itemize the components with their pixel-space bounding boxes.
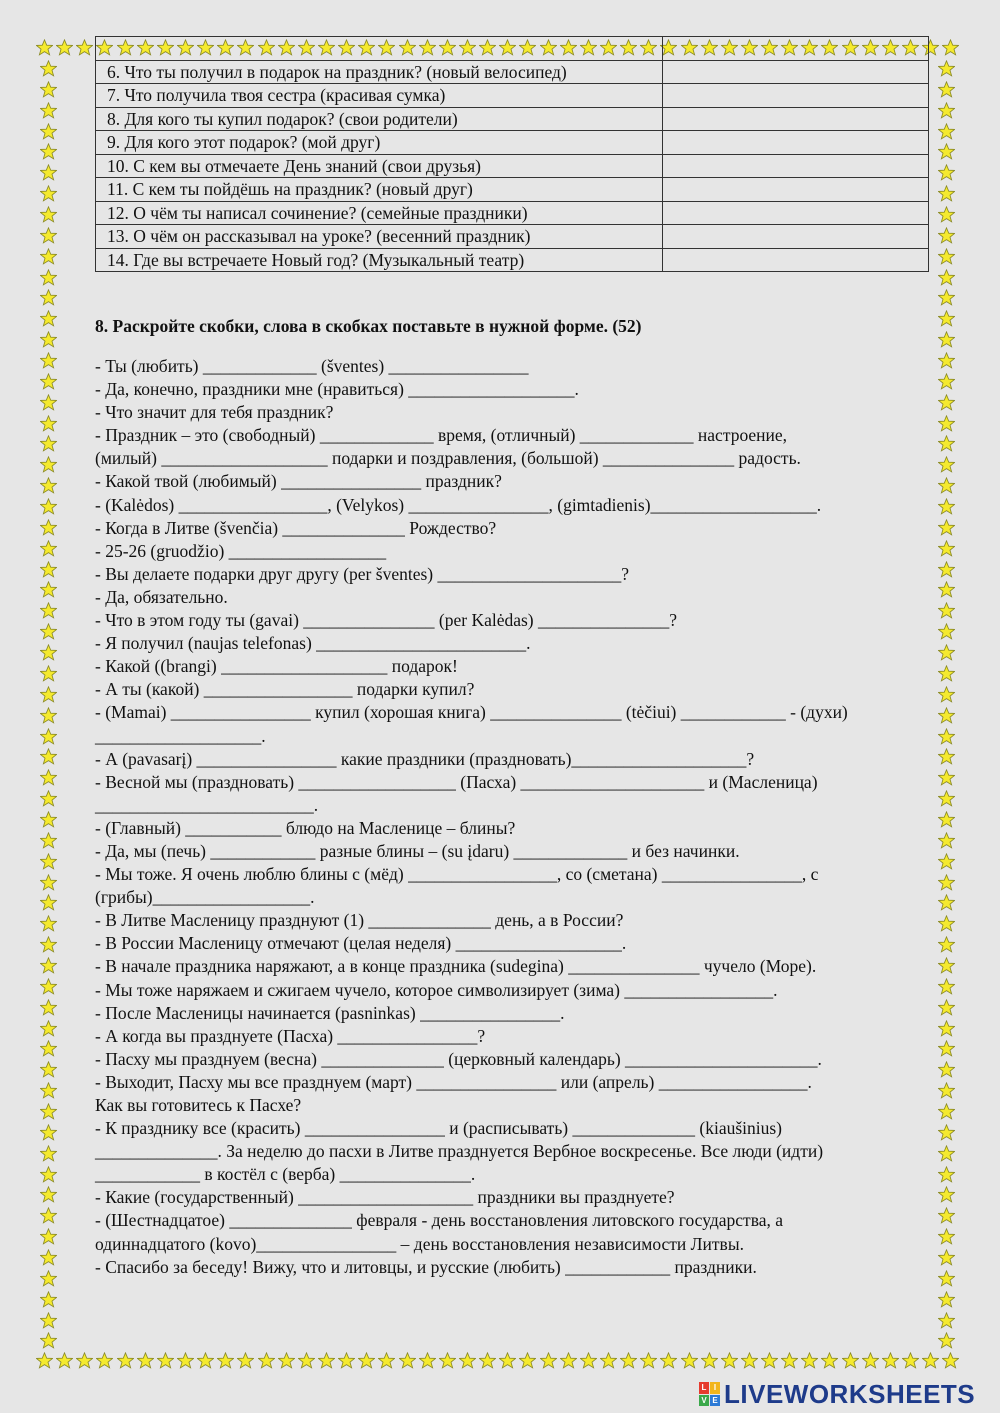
star-icon — [938, 143, 955, 160]
star-icon — [40, 185, 57, 202]
exercise-line: - Спасибо за беседу! Вижу, что и литовцы, и русские (любить) ____________ праздники. — [95, 1256, 757, 1277]
star-icon — [942, 1352, 959, 1369]
star-icon — [938, 206, 955, 223]
star-icon — [40, 1166, 57, 1183]
star-icon — [197, 1352, 214, 1369]
question-cell: 7. Что получила твоя сестра (красивая сумка) — [96, 84, 663, 108]
star-icon — [419, 1352, 436, 1369]
star-icon — [40, 206, 57, 223]
exercise-line: - В начале праздника наряжают, а в конце праздника (sudegina) _______________ чучело (Море). — [95, 956, 817, 977]
exercise-line: одиннадцатого (kovo)________________ – день восстановления независимости Литвы. — [95, 1233, 744, 1254]
star-icon — [40, 81, 57, 98]
star-icon — [237, 1352, 254, 1369]
star-icon — [318, 1352, 335, 1369]
table-row — [96, 178, 929, 202]
star-icon — [821, 1352, 838, 1369]
star-icon — [479, 1352, 496, 1369]
table-row — [96, 107, 929, 131]
star-icon — [40, 1040, 57, 1057]
star-icon — [40, 686, 57, 703]
exercise-line: - Какой ((brangi) ___________________ подарок! — [95, 656, 458, 677]
star-icon — [938, 331, 955, 348]
star-icon — [40, 936, 57, 953]
star-icon — [40, 123, 57, 140]
exercise-heading: 8. Раскройте скобки, слова в скобках поставьте в нужной форме. (52) — [95, 316, 642, 336]
star-icon — [40, 665, 57, 682]
star-icon — [40, 832, 57, 849]
star-icon — [40, 957, 57, 974]
exercise-line: - Мы тоже наряжаем и сжигаем чучело, которое символизирует (зима) _________________. — [95, 979, 778, 1000]
exercise-line: - Какие (государственный) ____________________ праздники вы празднуете? — [95, 1187, 675, 1208]
star-icon — [40, 1124, 57, 1141]
table-row — [96, 248, 929, 272]
exercise-line: - Да, мы (печь) ____________ разные блины – (su įdaru) _____________ и без начинки. — [95, 840, 740, 861]
star-icon — [40, 498, 57, 515]
answer-cell[interactable] — [663, 248, 929, 272]
exercise-line: - Какой твой (любимый) ________________ праздник? — [95, 471, 502, 492]
star-icon — [40, 602, 57, 619]
star-icon — [938, 81, 955, 98]
exercise-line: - Праздник – это (свободный) _____________ время, (отличный) _____________ настроение, — [95, 425, 788, 446]
star-icon — [40, 394, 57, 411]
star-icon — [40, 227, 57, 244]
exercise-line: - (Главный) ___________ блюдо на Масленице – блины? — [95, 817, 516, 838]
star-icon — [338, 1352, 355, 1369]
star-icon — [40, 269, 57, 286]
star-icon — [399, 1352, 416, 1369]
table-row — [96, 84, 929, 108]
star-icon — [40, 748, 57, 765]
exercise-line: - (Шестнадцатое) ______________ февраля - день восстановления литовского государства, а — [95, 1210, 784, 1231]
star-icon — [40, 623, 57, 640]
star-icon — [56, 39, 73, 56]
star-icon — [40, 707, 57, 724]
exercise-line: - А когда вы празднуете (Пасха) ________________? — [95, 1025, 486, 1046]
table-row — [96, 37, 929, 61]
star-icon — [938, 227, 955, 244]
star-icon — [40, 915, 57, 932]
star-icon — [938, 102, 955, 119]
star-icon — [40, 581, 57, 598]
star-border-bottom — [36, 1352, 960, 1374]
answer-cell[interactable] — [663, 225, 929, 249]
star-icon — [580, 1352, 597, 1369]
star-icon — [36, 1352, 53, 1369]
star-icon — [40, 894, 57, 911]
star-icon — [620, 1352, 637, 1369]
answer-cell[interactable] — [663, 201, 929, 225]
star-icon — [938, 289, 955, 306]
exercise-line: - Мы тоже. Я очень люблю блины с (мёд) _________________, со (сметана) ________________, с — [95, 864, 819, 885]
exercise-line: (милый) ___________________ подарки и поздравления, (большой) _______________ радость. — [95, 448, 801, 469]
star-icon — [922, 1352, 939, 1369]
star-icon — [560, 1352, 577, 1369]
star-icon — [40, 519, 57, 536]
star-icon — [217, 1352, 234, 1369]
star-icon — [40, 373, 57, 390]
star-icon — [40, 874, 57, 891]
question-cell: 8. Для кого ты купил подарок? (свои родители) — [96, 107, 663, 131]
exercise-line: - 25-26 (gruodžio) __________________ — [95, 540, 387, 561]
exercise-line: - Выходит, Пасху мы все празднуем (март) ________________ или (апрель) _________________. — [95, 1071, 812, 1092]
star-icon — [902, 1352, 919, 1369]
liveworksheets-logo — [699, 1380, 975, 1408]
exercise-lines — [95, 355, 955, 1279]
star-icon — [40, 853, 57, 870]
star-icon — [938, 1291, 955, 1308]
star-icon — [741, 1352, 758, 1369]
answer-cell[interactable] — [663, 107, 929, 131]
exercise-line: ______________. За неделю до пасхи в Литве празднуется Вербное воскресенье. Все люди (идти) — [95, 1141, 824, 1162]
star-icon — [56, 1352, 73, 1369]
table-row — [96, 154, 929, 178]
questions-table — [95, 36, 929, 272]
star-icon — [938, 185, 955, 202]
star-icon — [640, 1352, 657, 1369]
logo-mark-icon: L I V E — [699, 1382, 720, 1406]
star-icon — [439, 1352, 456, 1369]
star-icon — [540, 1352, 557, 1369]
star-icon — [938, 164, 955, 181]
star-icon — [701, 1352, 718, 1369]
star-icon — [40, 644, 57, 661]
star-icon — [40, 477, 57, 494]
star-icon — [40, 1145, 57, 1162]
logo-text: LIVEWORKSHEETS — [724, 1378, 976, 1409]
star-icon — [459, 1352, 476, 1369]
exercise-line: Как вы готовитесь к Пасхе? — [95, 1095, 302, 1115]
star-border-left — [40, 60, 62, 1350]
exercise-line: - Да, конечно, праздники мне (нравиться) ___________________. — [95, 379, 579, 400]
star-icon — [96, 1352, 113, 1369]
answer-cell[interactable] — [663, 154, 929, 178]
exercise-line: - Ты (любить) _____________ (šventes) ________________ — [95, 356, 529, 376]
exercise-line: - Что значит для тебя праздник? — [95, 402, 334, 423]
star-icon — [40, 1186, 57, 1203]
star-icon — [40, 999, 57, 1016]
star-icon — [40, 978, 57, 995]
star-icon — [40, 456, 57, 473]
exercise-line: - В Литве Масленицу празднуют (1) ______________ день, а в России? — [95, 910, 624, 931]
exercise-line: - А ты (какой) _________________ подарки купил? — [95, 679, 475, 700]
star-icon — [40, 1228, 57, 1245]
exercise-line: - (Mamai) ________________ купил (хорошая книга) _______________ (tėčiui) ____________ - (духи) — [95, 702, 848, 723]
star-icon — [40, 540, 57, 557]
star-icon — [40, 1312, 57, 1329]
star-icon — [938, 310, 955, 327]
exercise-line: - После Масленицы начинается (pasninkas) ________________. — [95, 1002, 565, 1023]
star-icon — [781, 1352, 798, 1369]
exercise-line: - А (pavasarį) ________________ какие праздники (праздновать)____________________? — [95, 748, 755, 769]
exercise-line: - Пасху мы празднуем (весна) ______________ (церковный календарь) ______________________. — [95, 1048, 822, 1069]
star-icon — [40, 1082, 57, 1099]
star-icon — [40, 248, 57, 265]
table-row — [96, 131, 929, 155]
star-icon — [40, 352, 57, 369]
star-icon — [40, 1332, 57, 1349]
answer-cell[interactable] — [663, 60, 929, 84]
star-icon — [40, 561, 57, 578]
question-cell: 9. Для кого этот подарок? (мой друг) — [96, 131, 663, 155]
question-cell — [96, 37, 663, 61]
table-row — [96, 201, 929, 225]
exercise-line: - Вы делаете подарки друг другу (per šventes) _____________________? — [95, 563, 629, 584]
star-icon — [40, 164, 57, 181]
star-icon — [499, 1352, 516, 1369]
exercise-line: - Я получил (naujas telefonas) ________________________. — [95, 633, 531, 654]
star-icon — [40, 435, 57, 452]
star-icon — [76, 1352, 93, 1369]
exercise-line: - Весной мы (праздновать) __________________ (Пасха) _____________________ и (Масленица) — [95, 771, 818, 792]
question-cell: 13. О чём он рассказывал на уроке? (весенний праздник) — [96, 225, 663, 249]
exercise-line: - К празднику все (красить) ________________ и (расписывать) ______________ (kiaušinius) — [95, 1118, 783, 1139]
star-icon — [278, 1352, 295, 1369]
exercise-line: - (Kalėdos) _________________, (Velykos) ________________, (gimtadienis)___________________. — [95, 494, 822, 515]
exercise-line: - Да, обязательно. — [95, 586, 228, 607]
star-icon — [660, 1352, 677, 1369]
star-icon — [40, 143, 57, 160]
star-icon — [40, 1061, 57, 1078]
exercise-line: (грибы)__________________. — [95, 887, 315, 908]
star-icon — [137, 1352, 154, 1369]
star-icon — [40, 811, 57, 828]
star-icon — [40, 331, 57, 348]
star-icon — [942, 39, 959, 56]
table-row — [96, 60, 929, 84]
star-icon — [40, 1249, 57, 1266]
star-icon — [681, 1352, 698, 1369]
question-cell: 6. Что ты получил в подарок на праздник? (новый велосипед) — [96, 60, 663, 84]
exercise-line: - Когда в Литве (švenčia) ______________ Рождество? — [95, 517, 497, 538]
star-icon — [378, 1352, 395, 1369]
star-icon — [40, 790, 57, 807]
exercise-line: ____________ в костёл с (верба) _______________. — [95, 1164, 476, 1185]
answer-cell[interactable] — [663, 37, 929, 61]
star-icon — [40, 310, 57, 327]
star-icon — [600, 1352, 617, 1369]
star-icon — [882, 1352, 899, 1369]
star-icon — [938, 269, 955, 286]
star-icon — [40, 60, 57, 77]
star-icon — [721, 1352, 738, 1369]
star-icon — [938, 60, 955, 77]
exercise-line: ___________________. — [95, 725, 266, 746]
star-icon — [938, 123, 955, 140]
star-icon — [40, 102, 57, 119]
star-icon — [40, 1020, 57, 1037]
star-icon — [298, 1352, 315, 1369]
star-icon — [40, 728, 57, 745]
star-icon — [40, 1270, 57, 1287]
star-icon — [519, 1352, 536, 1369]
star-icon — [761, 1352, 778, 1369]
star-icon — [76, 39, 93, 56]
star-icon — [40, 415, 57, 432]
answer-cell[interactable] — [663, 178, 929, 202]
star-icon — [177, 1352, 194, 1369]
star-icon — [862, 1352, 879, 1369]
star-icon — [40, 1207, 57, 1224]
star-icon — [40, 769, 57, 786]
star-icon — [36, 39, 53, 56]
exercise-line: - Что в этом году ты (gavai) _______________ (per Kalėdas) _______________? — [95, 610, 678, 631]
star-icon — [801, 1352, 818, 1369]
star-icon — [258, 1352, 275, 1369]
exercise-line: _________________________. — [95, 794, 319, 815]
question-cell: 14. Где вы встречаете Новый год? (Музыкальный театр) — [96, 248, 663, 272]
exercise-line: - В России Масленицу отмечают (целая неделя) ___________________. — [95, 933, 627, 954]
star-icon — [938, 248, 955, 265]
table-row — [96, 225, 929, 249]
star-icon — [938, 1332, 955, 1349]
star-icon — [842, 1352, 859, 1369]
answer-cell[interactable] — [663, 84, 929, 108]
answer-cell[interactable] — [663, 131, 929, 155]
star-icon — [938, 1312, 955, 1329]
star-icon — [117, 1352, 134, 1369]
question-cell: 11. С кем ты пойдёшь на праздник? (новый друг) — [96, 178, 663, 202]
star-icon — [358, 1352, 375, 1369]
question-cell: 10. С кем вы отмечаете День знаний (свои друзья) — [96, 154, 663, 178]
star-icon — [157, 1352, 174, 1369]
star-icon — [40, 289, 57, 306]
star-icon — [40, 1291, 57, 1308]
star-icon — [40, 1103, 57, 1120]
question-cell: 12. О чём ты написал сочинение? (семейные праздники) — [96, 201, 663, 225]
